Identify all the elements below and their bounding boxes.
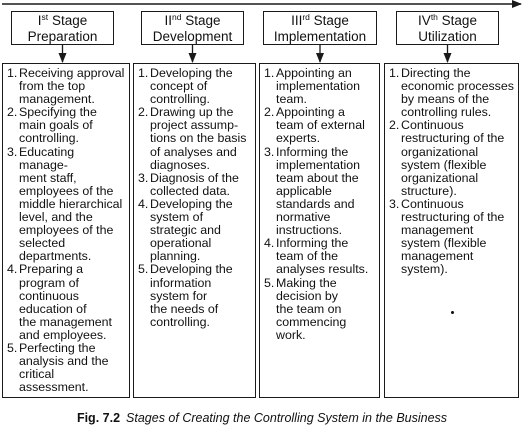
figure-caption-text: Stages of Creating the Controlling System in the Business [126,411,448,425]
stage-2-suffix: nd [172,12,182,22]
list-item: 4. Developing the system of strategic and operational planning. [138,196,233,264]
stage-1-ordinal: I [37,13,42,28]
stage-4-suffix: th [430,12,438,22]
stage-4-name: Utilization [418,29,477,44]
stage-2-list [138,67,252,329]
list-item: 2. Specifying the main goals of controlling. [7,105,97,146]
list-item: 3. Diagnosis of the collected data. [138,170,239,198]
stage-3-ordinal: III [291,13,303,28]
stage-3-suffix: rd [302,12,310,22]
list-item: 1. Developing the concept of controlling. [138,66,233,107]
list-item: 2. Appointing a team of external experts. [264,105,365,146]
stage-4-ordinal: IV [418,13,431,28]
stage-3-list [264,67,376,342]
list-item: 4. Preparing a program of continuous education of the management and employees. [7,262,112,342]
stray-dot [451,311,454,314]
list-item: 5. Developing the information system for the needs of controlling. [138,262,233,329]
stage-2-word: Stage [185,13,221,28]
stage-4-word: Stage [441,13,477,28]
stage-1-list [7,67,126,394]
stage-2-ordinal: II [164,13,172,28]
stage-1-box [2,63,130,398]
stage-3-word: Stage [313,13,349,28]
list-item: 3. Continuous restructuring of the management system (flexible management system). [389,196,505,277]
list-item: 1. Receiving approval from the top management. [7,66,125,107]
stage-4-header [396,11,499,45]
stage-4-box [384,63,519,398]
list-item: 3. Informing the implementation team about the applicable standards and normative instructions. [264,144,361,238]
list-item: 5. Making the decision by the team on commencing work. [264,275,347,342]
list-item: 2. Drawing up the project assump- tions on the basis of analyses and diagnoses. [138,105,247,172]
stage-3-box [259,63,380,398]
stage-1-word: Stage [51,13,88,28]
stage-4-list [389,67,515,277]
figure-caption [0,411,524,425]
stage-1-name: Preparation [27,29,98,44]
list-item: 2. Continuous restructuring of the organizational system (flexible organizational structure). [389,118,505,198]
list-item: 1. Directing the economic processes by means of the controlling rules. [389,66,514,120]
stage-1-suffix: st [41,12,49,22]
list-item: 1. Appointing an implementation team. [264,66,361,107]
stage-2-box [133,63,256,398]
list-item: 4. Informing the team of the analyses results. [264,236,369,277]
figure-label: Fig. 7.2 [76,411,121,425]
stage-3-name: Implementation [273,29,367,44]
stage-3-header [263,11,377,45]
list-item: 3. Educating manage- ment staff, employees of the middle hierarchical level, and the employees of the selected departments. [7,144,123,264]
stage-2-header [141,11,244,45]
stage-2-name: Development [152,29,233,44]
list-item: 5. Perfecting the analysis and the critical assessment. [7,340,109,395]
stage-1-header [11,11,114,45]
